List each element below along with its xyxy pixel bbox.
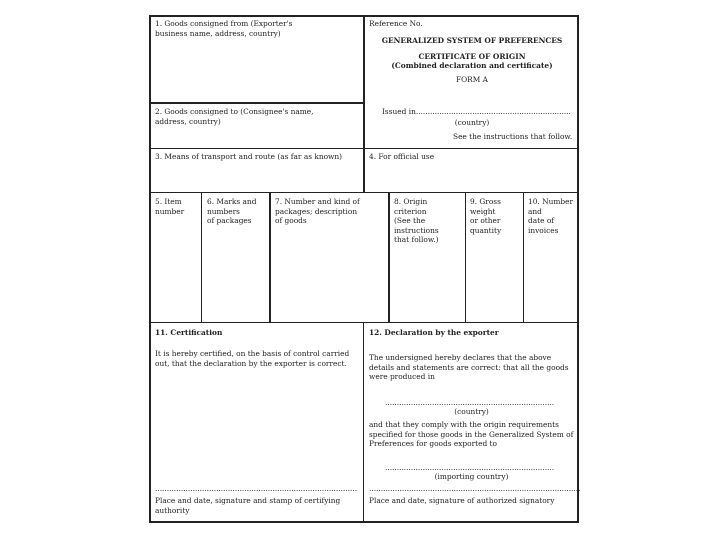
box11-text: It is hereby certified, on the basis of control carried out, that the declaration by the exporter is correct.: [155, 349, 350, 368]
cert-subtitle: (Combined declaration and certificate): [391, 61, 553, 70]
issued-in: Issued in..................................................................: [382, 107, 571, 116]
box12-text2: and that they comply with the origin requirements specified for those goods in the Generalized System of Preferences for goods exported to: [369, 420, 574, 449]
form-a: FORM A: [455, 75, 488, 84]
box1-label: 1. Goods consigned from (Exporter's business name, address, country): [155, 19, 293, 38]
divider: [465, 192, 466, 322]
divider: [388, 192, 390, 322]
box12-country: (country): [454, 407, 489, 416]
column-item-number: 5. Item number: [155, 197, 185, 216]
divider: [523, 192, 524, 322]
box12-title: 12. Declaration by the exporter: [369, 328, 499, 337]
divider: [269, 192, 271, 322]
box4-label: 4. For official use: [369, 152, 435, 161]
column-invoices: 10. Number and date of invoices: [528, 197, 573, 235]
cert-title: CERTIFICATE OF ORIGIN: [418, 52, 526, 61]
column-packages: 7. Number and kind of packages; description of goods: [275, 197, 360, 226]
box12-line2: ........................................................................: [385, 463, 555, 472]
box3-label: 3. Means of transport and route (as far as known): [155, 152, 343, 161]
box12-text1: The undersigned hereby declares that the above details and statements are correct: that all the goods were produced in: [369, 353, 569, 382]
divider: [363, 322, 364, 522]
column-weight: 9. Gross weight or other quantity: [470, 197, 502, 235]
gsp-title: GENERALIZED SYSTEM OF PREFERENCES: [381, 36, 563, 45]
see-instructions: See the instructions that follow.: [453, 132, 573, 141]
box12-line1: ........................................................................: [385, 398, 555, 407]
divider: [149, 102, 364, 104]
issued-country: (country): [454, 118, 490, 127]
divider: [149, 148, 579, 149]
reference-no: Reference No.: [369, 19, 423, 28]
divider: [149, 322, 579, 323]
box11-sign: Place and date, signature and stamp of certifying authority: [155, 496, 341, 515]
divider: [149, 192, 579, 193]
box11-sign-line: ......................................................................................: [155, 484, 358, 493]
box12-importing-country: (importing country): [434, 472, 509, 481]
box12-sign-line: ..........................................................................................: [369, 484, 581, 493]
box2-label: 2. Goods consigned to (Consignee's name, address, country): [155, 107, 314, 126]
column-marks: 6. Marks and numbers of packages: [207, 197, 257, 226]
box11-title: 11. Certification: [155, 328, 223, 337]
column-origin: 8. Origin criterion (See the instructions that follow.): [394, 197, 439, 245]
box12-sign: Place and date, signature of authorized signatory: [369, 496, 555, 505]
divider: [201, 192, 202, 322]
